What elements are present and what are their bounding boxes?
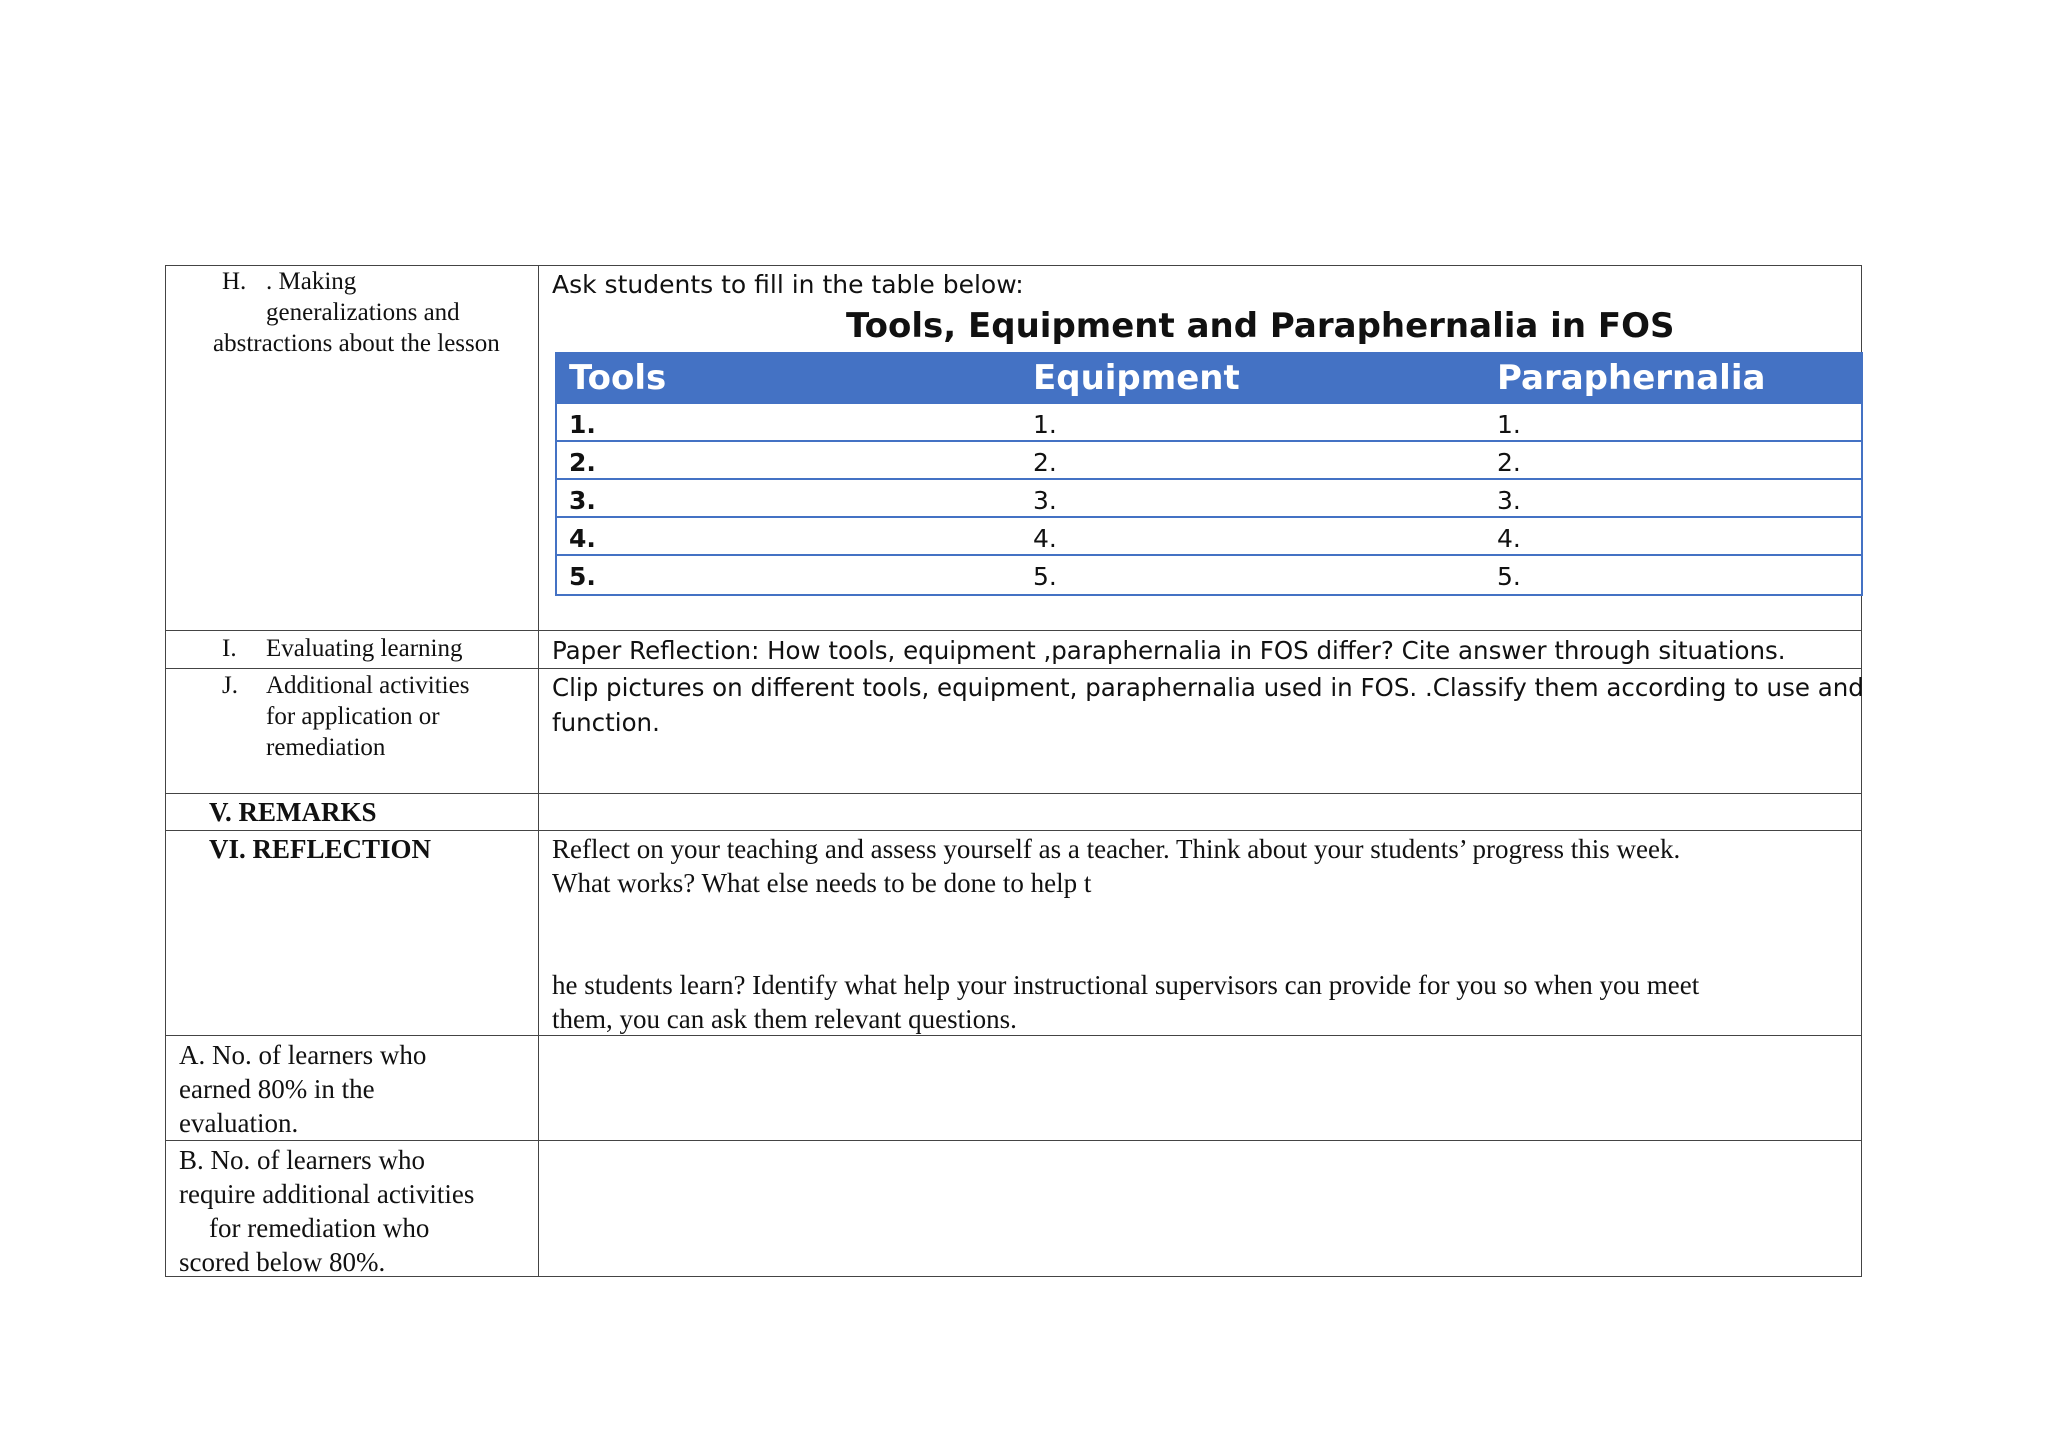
table-row (557, 442, 1861, 480)
grid-line-top (165, 265, 1862, 266)
row-h-instruction: Ask students to fill in the table below: (552, 270, 1024, 299)
table-row (557, 480, 1861, 518)
grid-line-divider (538, 265, 539, 1276)
row-j-content-line-2: function. (552, 708, 660, 737)
row-a-label-line-1: A. No. of learners who (179, 1040, 427, 1070)
table-row (557, 518, 1861, 556)
fos-fill-in-table (555, 352, 1863, 596)
grid-line-reflection-a (165, 1035, 1862, 1036)
fos-table-header-tools: Tools (569, 358, 667, 398)
row-i-label: Evaluating learning (266, 635, 463, 662)
row-b-label-line-4: scored below 80%. (179, 1247, 386, 1277)
row-h-label-line-3: abstractions about the lesson (213, 330, 500, 357)
table-cell-tools[interactable]: 5. (569, 562, 596, 591)
row-j-label-line-1: Additional activities (266, 672, 470, 699)
row-b-label-line-2: require additional activities (179, 1179, 475, 1209)
table-cell-paraphernalia[interactable]: 3. (1497, 486, 1521, 515)
table-cell-equipment[interactable]: 3. (1033, 486, 1057, 515)
row-h-label-line-2: generalizations and (266, 299, 460, 326)
grid-line-a-b (165, 1140, 1862, 1141)
fos-table-title: Tools, Equipment and Paraphernalia in FOS (846, 306, 1675, 346)
remarks-label: V. REMARKS (209, 797, 377, 827)
row-h-label-line-1: . Making (266, 268, 357, 295)
table-row (557, 404, 1861, 442)
fos-table-header-equipment: Equipment (1033, 358, 1240, 398)
row-j-label-line-3: remediation (266, 734, 386, 761)
table-cell-tools[interactable]: 1. (569, 410, 596, 439)
row-b-label-line-3: for remediation who (209, 1213, 430, 1243)
table-cell-tools[interactable]: 2. (569, 448, 596, 477)
table-row (557, 556, 1861, 594)
fos-table-body (557, 404, 1861, 594)
row-a-label-line-3: evaluation. (179, 1108, 299, 1138)
reflection-content-line-1: Reflect on your teaching and assess yourself as a teacher. Think about your students’ progress this week. (552, 834, 1681, 864)
row-j-label-line-2: for application or (266, 703, 440, 730)
row-i-letter: I. (222, 635, 237, 662)
table-cell-tools[interactable]: 4. (569, 524, 596, 553)
row-a-label-line-2: earned 80% in the (179, 1074, 375, 1104)
table-cell-paraphernalia[interactable]: 1. (1497, 410, 1521, 439)
grid-line-remarks-reflection (165, 830, 1862, 831)
row-i-content: Paper Reflection: How tools, equipment ,paraphernalia in FOS differ? Cite answer through situations. (552, 636, 1786, 665)
row-h-letter: H. (222, 268, 247, 295)
table-cell-paraphernalia[interactable]: 2. (1497, 448, 1521, 477)
table-cell-equipment[interactable]: 4. (1033, 524, 1057, 553)
table-cell-tools[interactable]: 3. (569, 486, 596, 515)
table-cell-paraphernalia[interactable]: 4. (1497, 524, 1521, 553)
grid-line-h-i (165, 630, 1862, 631)
row-j-content-line-1: Clip pictures on different tools, equipment, paraphernalia used in FOS. .Classify them according to use and (552, 673, 1864, 702)
table-cell-equipment[interactable]: 5. (1033, 562, 1057, 591)
reflection-content-line-4: them, you can ask them relevant questions. (552, 1004, 1017, 1034)
table-cell-equipment[interactable]: 1. (1033, 410, 1057, 439)
reflection-label: VI. REFLECTION (209, 834, 432, 864)
fos-table-header-paraphernalia: Paraphernalia (1497, 358, 1766, 398)
table-cell-equipment[interactable]: 2. (1033, 448, 1057, 477)
grid-line-bottom (165, 1276, 1862, 1277)
reflection-content-line-3: he students learn? Identify what help your instructional supervisors can provide for you so when you meet (552, 970, 1700, 1000)
row-j-letter: J. (222, 672, 238, 699)
row-b-label-line-1: B. No. of learners who (179, 1145, 425, 1175)
grid-line-left (165, 265, 166, 1276)
table-cell-paraphernalia[interactable]: 5. (1497, 562, 1521, 591)
fos-table-header-row (557, 354, 1861, 404)
grid-line-i-j (165, 668, 1862, 669)
reflection-content-line-2: What works? What else needs to be done to help t (552, 868, 1092, 898)
grid-line-j-remarks (165, 793, 1862, 794)
